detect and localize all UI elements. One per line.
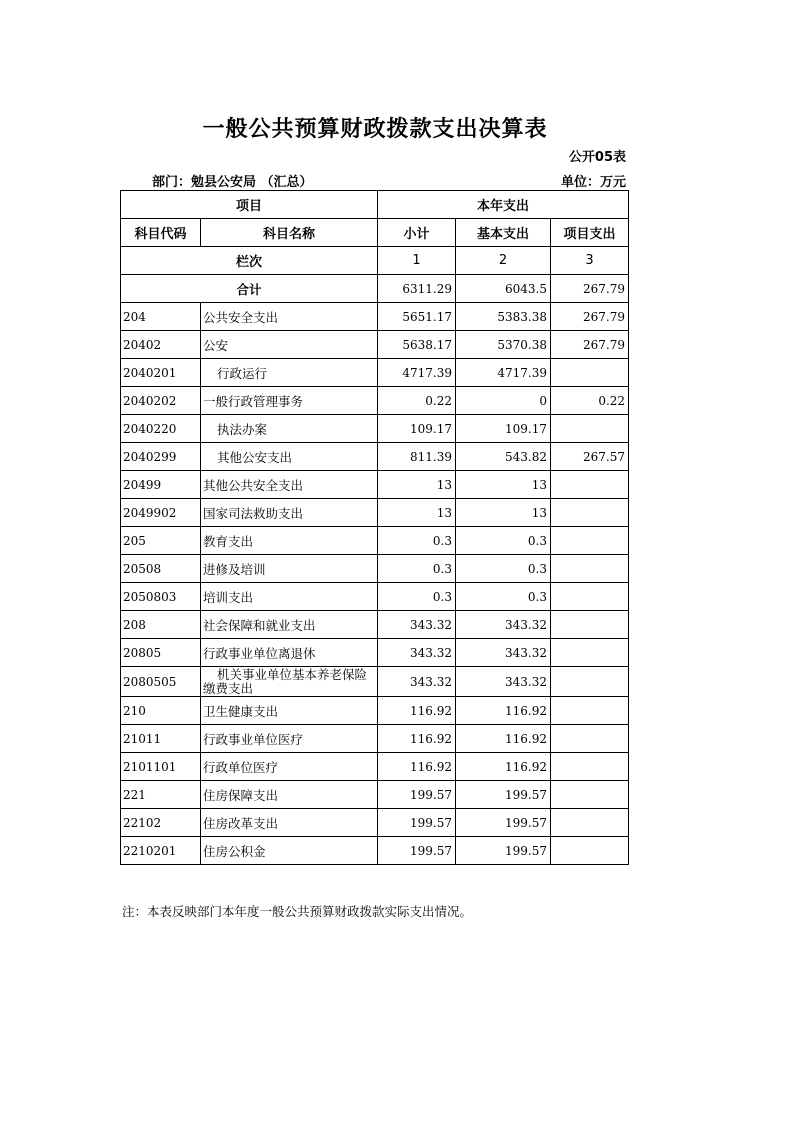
row-basic: 5370.38: [456, 331, 551, 359]
row-project: [551, 781, 629, 809]
row-project: [551, 583, 629, 611]
row-subtotal: 811.39: [378, 443, 456, 471]
row-basic: 116.92: [456, 725, 551, 753]
row-code: 205: [121, 527, 201, 555]
row-subtotal: 199.57: [378, 781, 456, 809]
row-name-text: 培训支出: [203, 589, 254, 605]
row-name-text: 其他公安支出: [217, 449, 293, 465]
table-row: [121, 331, 629, 359]
row-basic: 13: [456, 471, 551, 499]
row-project: 0.22: [551, 387, 629, 415]
row-code: 2040220: [121, 415, 201, 443]
row-code: 221: [121, 781, 201, 809]
row-basic: 0.3: [456, 555, 551, 583]
header-code: 科目代码: [121, 219, 201, 247]
table-row: [121, 697, 629, 725]
header-project-exp: 项目支出: [551, 219, 629, 247]
row-name: [201, 415, 378, 443]
total-project: 267.79: [551, 275, 629, 303]
expenditure-table: [120, 190, 629, 865]
row-code: 22102: [121, 809, 201, 837]
header-subtotal: 小计: [378, 219, 456, 247]
row-basic: 4717.39: [456, 359, 551, 387]
table-row: [121, 527, 629, 555]
row-subtotal: 0.3: [378, 583, 456, 611]
table-row: [121, 303, 629, 331]
row-name: [201, 555, 378, 583]
row-subtotal: 13: [378, 471, 456, 499]
table-row: [121, 667, 629, 697]
report-title: 一般公共预算财政拨款支出决算表: [202, 117, 548, 142]
row-basic: 13: [456, 499, 551, 527]
row-project: [551, 837, 629, 865]
total-subtotal: 6311.29: [378, 275, 456, 303]
column-index-1: 1: [378, 247, 456, 275]
department-label: 部门：勉县公安局 （汇总）: [152, 175, 313, 190]
row-code: 20402: [121, 331, 201, 359]
row-basic: 116.92: [456, 753, 551, 781]
row-name: [201, 303, 378, 331]
row-basic: 543.82: [456, 443, 551, 471]
row-name-text: 公安: [203, 337, 229, 353]
table-row: [121, 583, 629, 611]
row-subtotal: 116.92: [378, 697, 456, 725]
table-row: [121, 725, 629, 753]
row-name: [201, 611, 378, 639]
row-name-text: 进修及培训: [203, 561, 266, 577]
row-name: [201, 639, 378, 667]
row-code: 2040299: [121, 443, 201, 471]
column-index-2: 2: [456, 247, 551, 275]
row-basic: 5383.38: [456, 303, 551, 331]
row-basic: 199.57: [456, 781, 551, 809]
table-row: [121, 753, 629, 781]
row-project: [551, 639, 629, 667]
table-row: [121, 499, 629, 527]
row-name: [201, 387, 378, 415]
row-code: 208: [121, 611, 201, 639]
column-index-3: 3: [551, 247, 629, 275]
footnote: 注：本表反映部门本年度一般公共预算财政拨款实际支出情况。: [122, 904, 473, 919]
row-code: 204: [121, 303, 201, 331]
row-project: [551, 611, 629, 639]
column-index-label: 栏次: [121, 247, 378, 275]
row-subtotal: 0.22: [378, 387, 456, 415]
row-name-text: 一般行政管理事务: [203, 393, 304, 409]
row-name: [201, 583, 378, 611]
row-name: [201, 359, 378, 387]
table-row: [121, 471, 629, 499]
total-label: 合计: [121, 275, 378, 303]
row-project: [551, 415, 629, 443]
row-code: 2101101: [121, 753, 201, 781]
row-name: [201, 697, 378, 725]
form-number: 公开05表: [568, 150, 626, 165]
row-project: [551, 697, 629, 725]
row-name: [201, 809, 378, 837]
table-row: [121, 611, 629, 639]
row-name-text: 行政运行: [217, 365, 268, 381]
row-subtotal: 199.57: [378, 837, 456, 865]
table-row: [121, 837, 629, 865]
row-project: [551, 359, 629, 387]
table-row: [121, 781, 629, 809]
row-code: 2050803: [121, 583, 201, 611]
row-code: 2080505: [121, 667, 201, 697]
row-name: [201, 527, 378, 555]
row-project: [551, 555, 629, 583]
row-name-text: 公共安全支出: [203, 309, 279, 325]
row-code: 2210201: [121, 837, 201, 865]
header-name: 科目名称: [201, 219, 378, 247]
column-index-row: [121, 247, 629, 275]
row-project: 267.79: [551, 331, 629, 359]
row-code: 210: [121, 697, 201, 725]
row-name: [201, 443, 378, 471]
row-name-text: 住房公积金: [203, 843, 266, 859]
row-name-text: 住房改革支出: [203, 815, 279, 831]
row-name-text: 行政事业单位医疗: [203, 731, 304, 747]
row-basic: 109.17: [456, 415, 551, 443]
row-subtotal: 13: [378, 499, 456, 527]
row-name-text: 卫生健康支出: [203, 703, 279, 719]
row-name-text: 住房保障支出: [203, 787, 279, 803]
row-name: [201, 753, 378, 781]
table-row: [121, 555, 629, 583]
row-name: [201, 331, 378, 359]
table-row: [121, 387, 629, 415]
header-row-1: [121, 191, 629, 219]
row-project: 267.57: [551, 443, 629, 471]
row-code: 2040201: [121, 359, 201, 387]
row-project: [551, 753, 629, 781]
table-row: [121, 443, 629, 471]
row-subtotal: 0.3: [378, 527, 456, 555]
table-row: [121, 415, 629, 443]
row-project: [551, 527, 629, 555]
row-subtotal: 116.92: [378, 725, 456, 753]
total-row: [121, 275, 629, 303]
row-name-text: 教育支出: [203, 533, 254, 549]
row-basic: 343.32: [456, 639, 551, 667]
total-basic: 6043.5: [456, 275, 551, 303]
row-project: [551, 499, 629, 527]
row-project: [551, 725, 629, 753]
row-subtotal: 343.32: [378, 611, 456, 639]
row-name: [201, 781, 378, 809]
row-subtotal: 4717.39: [378, 359, 456, 387]
row-basic: 199.57: [456, 809, 551, 837]
row-name: [201, 667, 378, 697]
row-subtotal: 5651.17: [378, 303, 456, 331]
row-basic: 116.92: [456, 697, 551, 725]
row-basic: 343.32: [456, 611, 551, 639]
row-subtotal: 199.57: [378, 809, 456, 837]
row-code: 20508: [121, 555, 201, 583]
row-subtotal: 0.3: [378, 555, 456, 583]
row-subtotal: 109.17: [378, 415, 456, 443]
header-basic: 基本支出: [456, 219, 551, 247]
row-code: 2049902: [121, 499, 201, 527]
header-row-2: [121, 219, 629, 247]
row-basic: 343.32: [456, 667, 551, 697]
header-project: 项目: [121, 191, 378, 219]
row-project: [551, 667, 629, 697]
row-name-text: 机关事业单位基本养老保险缴费支出: [203, 667, 368, 696]
row-subtotal: 116.92: [378, 753, 456, 781]
header-current-year: 本年支出: [378, 191, 629, 219]
row-project: [551, 809, 629, 837]
table-row: [121, 639, 629, 667]
table-row: [121, 359, 629, 387]
row-name: [201, 725, 378, 753]
row-name-text: 执法办案: [217, 421, 268, 437]
unit-label: 单位：万元: [560, 175, 626, 190]
row-code: 2040202: [121, 387, 201, 415]
row-name: [201, 471, 378, 499]
row-code: 21011: [121, 725, 201, 753]
row-name: [201, 837, 378, 865]
row-code: 20499: [121, 471, 201, 499]
row-project: 267.79: [551, 303, 629, 331]
row-code: 20805: [121, 639, 201, 667]
row-subtotal: 343.32: [378, 639, 456, 667]
row-name-text: 社会保障和就业支出: [203, 617, 316, 633]
row-subtotal: 5638.17: [378, 331, 456, 359]
table-row: [121, 809, 629, 837]
row-name: [201, 499, 378, 527]
row-basic: 199.57: [456, 837, 551, 865]
row-name-text: 国家司法救助支出: [203, 505, 304, 521]
row-project: [551, 471, 629, 499]
row-name-text: 行政单位医疗: [203, 759, 279, 775]
row-subtotal: 343.32: [378, 667, 456, 697]
row-basic: 0.3: [456, 527, 551, 555]
row-name-text: 其他公共安全支出: [203, 477, 304, 493]
row-basic: 0: [456, 387, 551, 415]
row-name-text: 行政事业单位离退休: [203, 645, 316, 661]
row-basic: 0.3: [456, 583, 551, 611]
